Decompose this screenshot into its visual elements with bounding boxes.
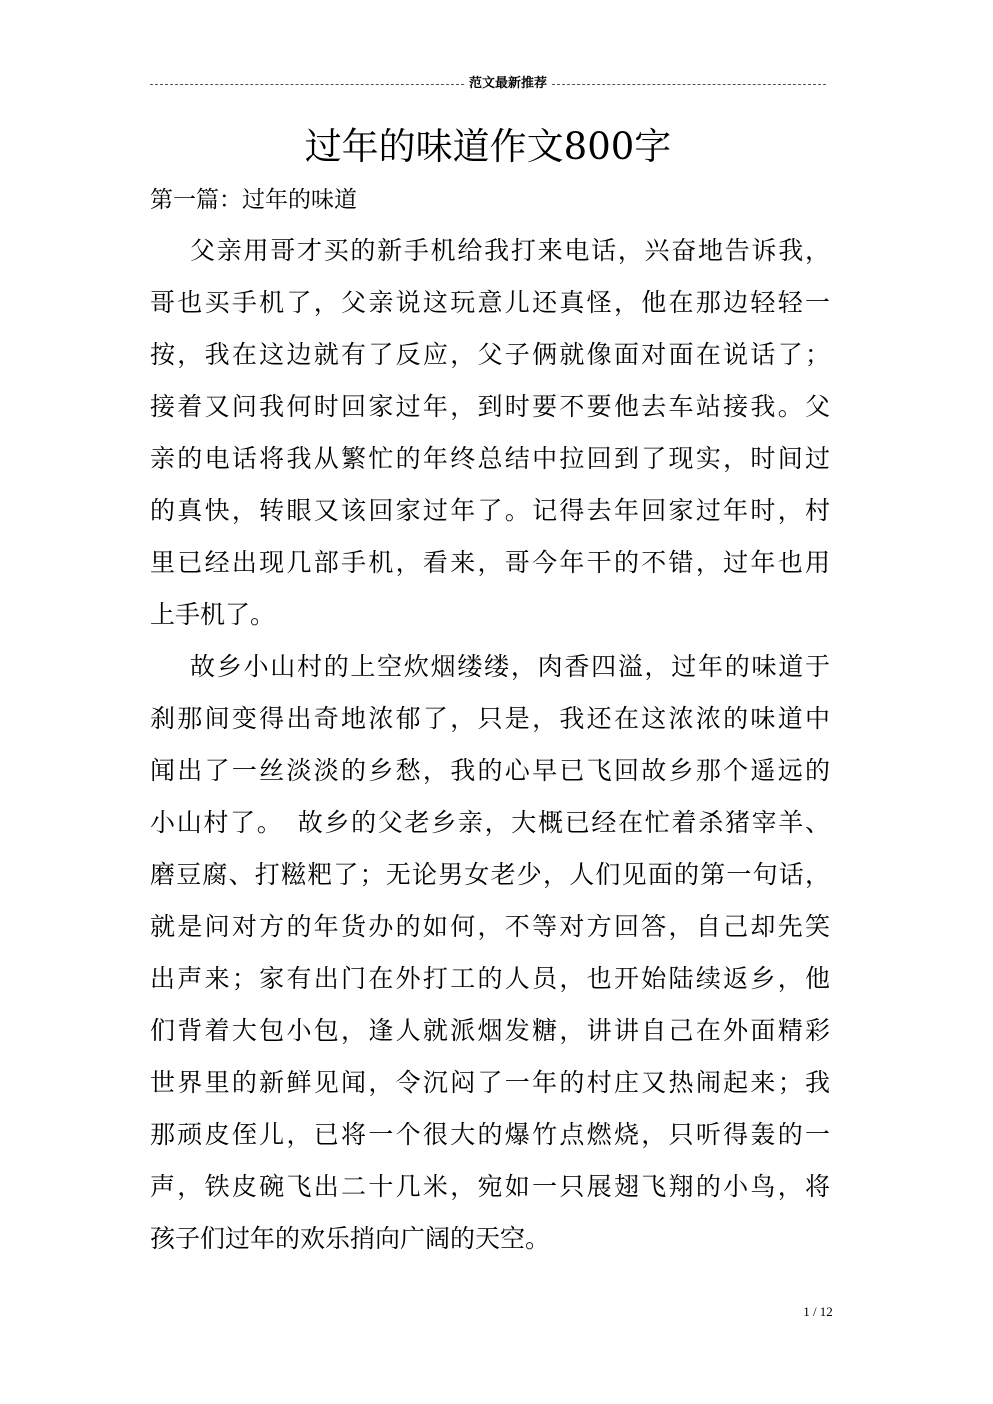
paragraph-line: 的真快，转眼又该回家过年了。记得去年回家过年时，村	[150, 496, 830, 525]
paragraph-line: 刹那间变得出奇地浓郁了，只是，我还在这浓浓的味道中	[150, 704, 830, 733]
paragraph-line: 出声来；家有出门在外打工的人员，也开始陆续返乡，他	[150, 964, 830, 993]
section-title: 第一篇：过年的味道	[150, 187, 357, 213]
paragraph-line: 孩子们过年的欢乐捎向广阔的天空。	[150, 1224, 551, 1253]
header-divider-right	[552, 84, 826, 85]
paragraph-line: 哥也买手机了，父亲说这玩意儿还真怪，他在那边轻轻一	[150, 288, 830, 317]
paragraph-line: 声，铁皮碗飞出二十几米，宛如一只展翅飞翔的小鸟，将	[150, 1172, 830, 1201]
paragraph-line: 接着又问我何时回家过年，到时要不要他去车站接我。父	[150, 392, 830, 421]
paragraph-line: 磨豆腐、打糍粑了；无论男女老少，人们见面的第一句话，	[150, 860, 830, 889]
paragraph-line: 亲的电话将我从繁忙的年终总结中拉回到了现实，时间过	[150, 444, 830, 473]
document-title: 过年的味道作文800字	[304, 125, 672, 168]
paragraph-line: 里已经出现几部手机，看来，哥今年干的不错，过年也用	[150, 548, 830, 577]
paragraph-line: 那顽皮侄儿，已将一个很大的爆竹点燃烧，只听得轰的一	[150, 1120, 830, 1149]
paragraph-line: 闻出了一丝淡淡的乡愁，我的心早已飞回故乡那个遥远的	[150, 756, 830, 785]
page-number: 1 / 12	[803, 1304, 833, 1319]
paragraph-line: 就是问对方的年货办的如何，不等对方回答，自己却先笑	[150, 912, 830, 941]
header-label: 范文最新推荐	[468, 76, 547, 91]
page-header	[150, 76, 826, 92]
paragraph-line: 小山村了。 故乡的父老乡亲，大概已经在忙着杀猪宰羊、	[150, 808, 830, 837]
header-divider-left	[150, 84, 464, 85]
paragraph-line: 上手机了。	[150, 600, 276, 629]
paragraph-line: 按，我在这边就有了反应，父子俩就像面对面在说话了；	[150, 340, 830, 369]
paragraph-line: 们背着大包小包，逢人就派烟发糖，讲讲自己在外面精彩	[150, 1016, 830, 1045]
paragraph-line: 父亲用哥才买的新手机给我打来电话，兴奋地告诉我，	[190, 236, 830, 265]
paragraph-line: 世界里的新鲜见闻，令沉闷了一年的村庄又热闹起来；我	[150, 1068, 830, 1097]
paragraph-line: 故乡小山村的上空炊烟缕缕，肉香四溢，过年的味道于	[190, 652, 830, 681]
